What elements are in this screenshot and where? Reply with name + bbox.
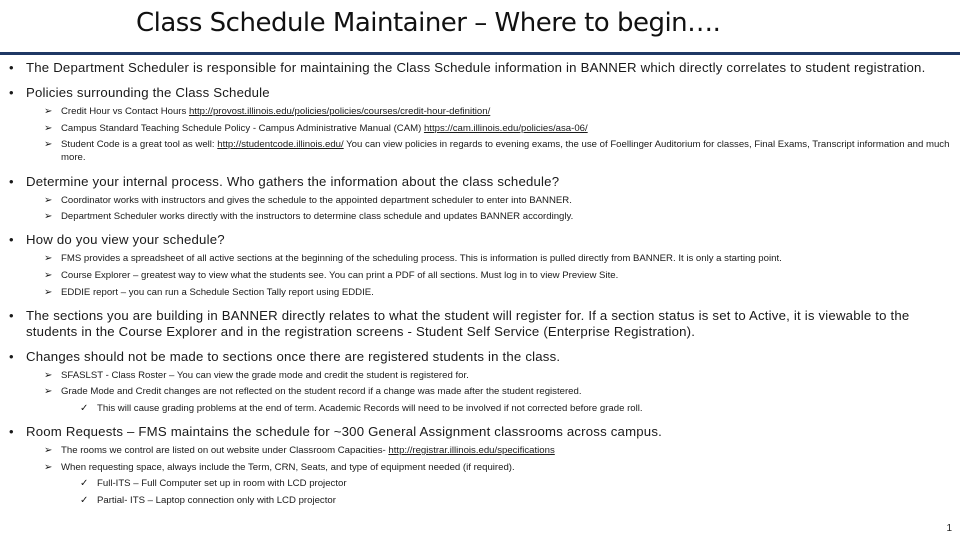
sub-list	[44, 252, 953, 298]
page-number: 1	[946, 523, 952, 534]
bullet-item	[8, 424, 953, 440]
bullet-dot-icon: •	[9, 173, 14, 189]
sub-list-item	[44, 122, 953, 135]
arrow-bullet-icon: ➢	[44, 122, 53, 134]
check-list-item	[80, 494, 953, 507]
sub-list	[44, 369, 953, 399]
sub-item-text: Campus Standard Teaching Schedule Policy - Campus Administrative Manual (CAM)	[61, 122, 424, 134]
arrow-bullet-icon: ➢	[44, 211, 53, 223]
arrow-bullet-icon: ➢	[44, 445, 53, 457]
sub-item-text: Course Explorer – greatest way to view what the students see. You can print a PDF of all sections. Must log in to view Preview Site.	[61, 269, 619, 281]
sub-item-text: Department Scheduler works directly with the instructors to determine class schedule and updates BANNER accordingly.	[61, 211, 574, 223]
sub-list-item	[44, 461, 953, 474]
sub-item-text-after-link: You can view policies in regards to evening exams, the use of Foellinger Auditorium for classes, Final Exams, Transcript information and much more.	[61, 139, 950, 164]
sub-item-text: The rooms we control are listed on out website under Classroom Capacities-	[61, 445, 389, 457]
bullet-text: Policies surrounding the Class Schedule	[26, 85, 270, 100]
slide-title: Class Schedule Maintainer – Where to begin….	[136, 8, 721, 38]
bullet-text: Changes should not be made to sections once there are registered students in the class.	[26, 348, 561, 364]
sub-list-item	[44, 269, 953, 282]
sub-list-item	[44, 286, 953, 299]
sub-item-text: When requesting space, always include the Term, CRN, Seats, and type of equipment needed (if required).	[61, 461, 515, 473]
check-item-text: This will cause grading problems at the end of term. Academic Records will need to be involved if not corrected before grade roll.	[97, 402, 643, 414]
bullet-section	[8, 60, 953, 76]
sub-list	[44, 105, 953, 165]
bullet-item	[8, 85, 953, 101]
bullet-item	[8, 174, 953, 190]
slide-content	[8, 60, 953, 511]
checkmark-icon: ✓	[80, 478, 89, 490]
sub-item-text: Grade Mode and Credit changes are not reflected on the student record if a change was made after the student registered.	[61, 386, 582, 398]
bullet-section	[8, 424, 953, 507]
bullet-dot-icon: •	[9, 60, 14, 75]
title-bar	[0, 0, 960, 55]
bullet-text: Determine your internal process. Who gathers the information about the class schedule?	[26, 173, 560, 189]
policy-link[interactable]: http://registrar.illinois.edu/specifications	[388, 445, 555, 457]
arrow-bullet-icon: ➢	[44, 106, 53, 117]
bullet-section	[8, 349, 953, 415]
checkmark-icon: ✓	[80, 402, 89, 414]
bullet-text: The sections you are building in BANNER directly relates to what the student will register for. If a section status is set to Active, it is viewable to the students in the Course Explorer and in the registration screens - Student Self Service (Enterprise Registration).	[26, 307, 910, 339]
sub-item-text: Student Code is a great tool as well:	[61, 139, 218, 151]
policy-link[interactable]: http://studentcode.illinois.edu/	[217, 139, 344, 151]
sub-list-item	[44, 252, 953, 265]
arrow-bullet-icon: ➢	[44, 269, 53, 281]
arrow-bullet-icon: ➢	[44, 139, 53, 151]
bullet-section	[8, 308, 953, 340]
check-list	[80, 477, 953, 507]
arrow-bullet-icon: ➢	[44, 461, 53, 473]
bullet-text: The Department Scheduler is responsible for maintaining the Class Schedule information in BANNER which directly correlates to student registration.	[26, 60, 926, 75]
arrow-bullet-icon: ➢	[44, 386, 53, 398]
bullet-dot-icon: •	[9, 307, 14, 323]
bullet-dot-icon: •	[9, 348, 14, 364]
bullet-dot-icon: •	[9, 85, 14, 100]
bullet-dot-icon: •	[9, 424, 14, 440]
sub-item-text: FMS provides a spreadsheet of all active sections at the beginning of the scheduling process. This is information is pulled directly from BANNER. It is only a starting point.	[61, 253, 782, 265]
bullet-text: Room Requests – FMS maintains the schedule for ~300 General Assignment classrooms across campus.	[26, 424, 662, 440]
arrow-bullet-icon: ➢	[44, 286, 53, 298]
check-list-item	[80, 477, 953, 490]
policy-link[interactable]: https://cam.illinois.edu/policies/asa-06/	[423, 122, 588, 134]
bullet-section	[8, 232, 953, 298]
sub-item-text: SFASLST - Class Roster – You can view the grade mode and credit the student is registered for.	[61, 369, 469, 381]
policy-link[interactable]: http://provost.illinois.edu/policies/policies/courses/credit-hour-definition/	[188, 106, 491, 117]
bullet-item	[8, 60, 953, 76]
sub-list-item	[44, 369, 953, 382]
bullet-item	[8, 232, 953, 248]
sub-list	[44, 194, 953, 224]
arrow-bullet-icon: ➢	[44, 369, 53, 381]
sub-item-text: Coordinator works with instructors and gives the schedule to the appointed department scheduler to enter into BANNER.	[61, 194, 572, 206]
check-item-text: Partial- ITS – Laptop connection only with LCD projector	[97, 494, 336, 506]
sub-item-text: EDDIE report – you can run a Schedule Section Tally report using EDDIE.	[61, 286, 374, 298]
arrow-bullet-icon: ➢	[44, 253, 53, 265]
check-list	[80, 402, 953, 415]
bullet-dot-icon: •	[9, 232, 14, 248]
check-list-item	[80, 402, 953, 415]
sub-list-item	[44, 444, 953, 457]
sub-list-item	[44, 385, 953, 398]
checkmark-icon: ✓	[80, 494, 89, 506]
bullet-section	[8, 174, 953, 224]
bullet-section	[8, 85, 953, 165]
sub-item-text: Credit Hour vs Contact Hours	[61, 106, 189, 117]
sub-list-item	[44, 105, 953, 118]
bullet-item	[8, 349, 953, 365]
sub-list-item	[44, 194, 953, 207]
check-item-text: Full-ITS – Full Computer set up in room with LCD projector	[97, 478, 347, 490]
bullet-item	[8, 308, 953, 340]
arrow-bullet-icon: ➢	[44, 194, 53, 206]
sub-list-item	[44, 138, 953, 164]
bullet-text: How do you view your schedule?	[26, 232, 225, 248]
sub-list-item	[44, 210, 953, 223]
sub-list	[44, 444, 953, 474]
